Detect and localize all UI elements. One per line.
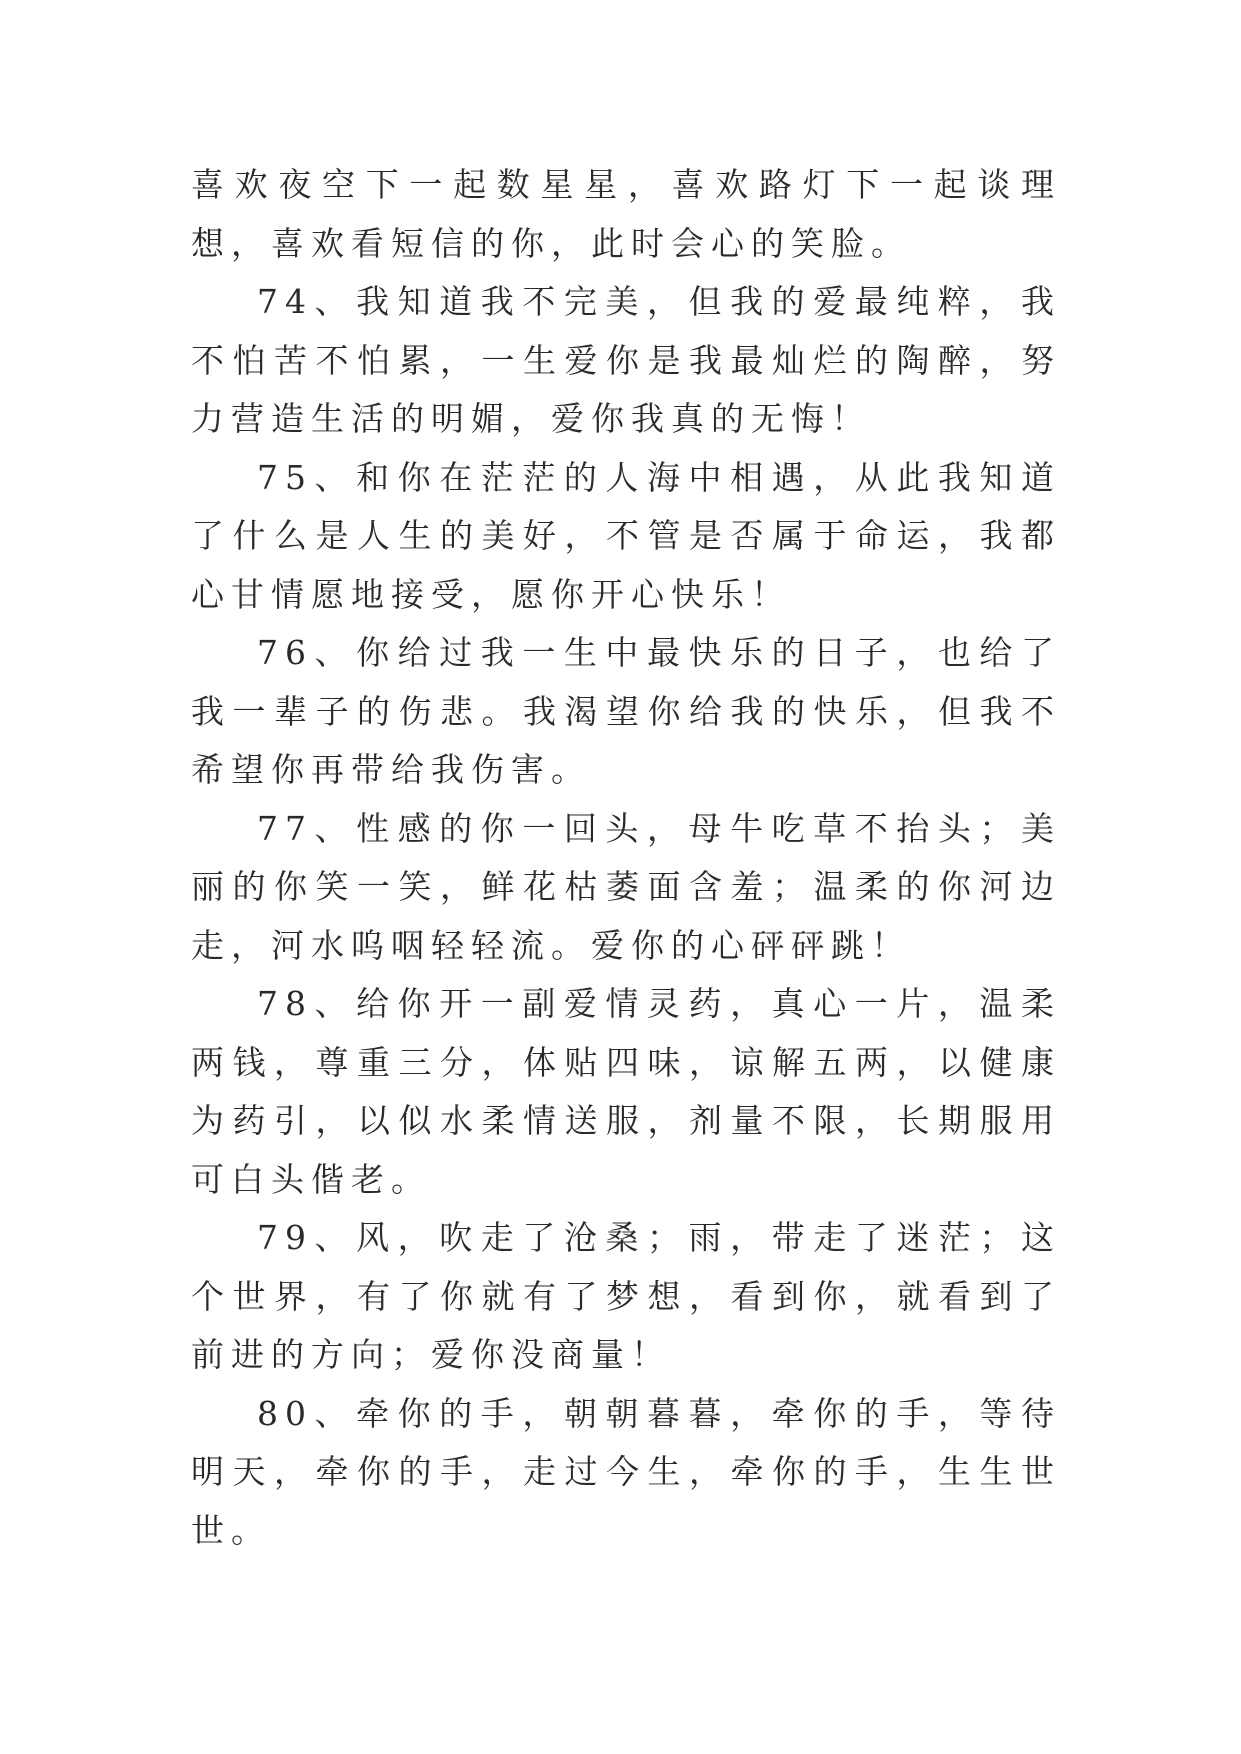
paragraph-74: 74、我知道我不完美，但我的爱最纯粹，我不怕苦不怕累，一生爱你是我最灿烂的陶醉，努力营造生活的明媚，爱你我真的无悔！ [191,282,1061,438]
paragraph-80: 80、牵你的手，朝朝暮暮，牵你的手，等待明天，牵你的手，走过今生，牵你的手，生生世世。 [191,1393,1061,1550]
paragraph-76: 76、你给过我一生中最快乐的日子，也给了我一辈子的伤悲。我渴望你给我的快乐，但我不希望你再带给我伤害。 [191,633,1061,789]
paragraph-79: 79、风，吹走了沧桑；雨，带走了迷茫；这个世界，有了你就有了梦想，看到你，就看到了前进的方向；爱你没商量！ [191,1218,1061,1374]
paragraph-77: 77、性感的你一回头，母牛吃草不抬头；美丽的你笑一笑，鲜花枯萎面含羞；温柔的你河边走，河水呜咽轻轻流。爱你的心砰砰跳！ [191,808,1061,965]
paragraph-75: 75、和你在茫茫的人海中相遇，从此我知道了什么是人生的美好，不管是否属于命运，我都心甘情愿地接受，愿你开心快乐！ [191,457,1061,614]
paragraph-78: 78、给你开一副爱情灵药，真心一片，温柔两钱，尊重三分，体贴四味，谅解五两，以健康为药引，以似水柔情送服，剂量不限，长期服用可白头偕老。 [191,984,1061,1199]
document-body [191,156,1061,1560]
paragraph-continuation: 喜欢夜空下一起数星星，喜欢路灯下一起谈理想，喜欢看短信的你，此时会心的笑脸。 [191,165,1061,263]
